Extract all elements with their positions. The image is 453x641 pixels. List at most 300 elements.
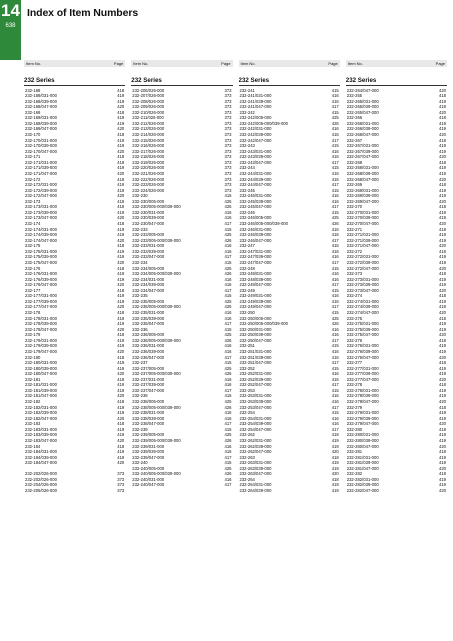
page-ref: 419 (439, 98, 446, 104)
item-number: 232-175/039-000 (25, 254, 57, 260)
series-heading: 232 Series (24, 77, 125, 86)
item-number: 232-282/031-000 (346, 476, 379, 482)
item-number: 232-282 (346, 471, 363, 477)
page-ref: 420 (117, 460, 125, 466)
item-number: 232-235/005-000/039-000 (132, 304, 181, 310)
page-header: Page (113, 61, 124, 66)
item-number: 232-236/005-000 (132, 332, 165, 338)
page-ref: 418 (117, 265, 125, 271)
page-ref: 417 (331, 137, 339, 143)
page-ref: 419 (439, 254, 446, 260)
page-ref: 426 (331, 120, 339, 126)
page-ref: 373 (224, 170, 232, 176)
row-list (346, 88, 447, 494)
item-no-header: Item No. (133, 61, 149, 66)
page-ref: 425 (224, 198, 232, 204)
page-ref: 373 (224, 132, 232, 137)
page-ref: 415 (331, 209, 339, 215)
item-number: 232-236/005-000/039-000 (132, 337, 181, 343)
page-ref: 419 (439, 304, 446, 310)
item-number: 232-245 (239, 187, 255, 193)
page-title: Index of Item Numbers (27, 7, 139, 19)
page-ref: 373 (224, 148, 232, 154)
item-number: 232-221/026-000 (132, 170, 165, 176)
item-number: 232-179/047-000 (25, 348, 57, 354)
page-ref: 420 (331, 449, 339, 455)
item-number: 232-210/026-000 (132, 109, 165, 115)
item-number: 232-265/039-000 (346, 104, 379, 110)
item-number: 232-230/047-000 (132, 221, 165, 226)
item-number: 232-251/031-000 (239, 348, 272, 354)
page-ref: 425 (224, 298, 232, 304)
page-ref: 373 (224, 143, 232, 149)
item-number: 232-250 (239, 310, 255, 315)
item-number: 232-234/005-000 (132, 265, 165, 271)
item-number: 232-244/031-000 (239, 170, 272, 176)
page-ref: 415 (331, 87, 339, 93)
item-number: 232-277/047-000 (346, 376, 379, 382)
page-ref: 426 (331, 321, 339, 327)
item-number: 232-170/047-000 (25, 148, 57, 154)
item-number: 232-254/031-000 (239, 415, 272, 421)
item-number: 232-240/047-000 (132, 482, 165, 488)
page-ref: 419 (439, 343, 446, 349)
page-ref: 416 (331, 176, 339, 182)
page-ref: 416 (331, 93, 339, 99)
page-ref: 419 (439, 432, 446, 438)
item-number: 232-243 (239, 143, 255, 149)
item-number: 232-233/005-000 (132, 232, 165, 238)
page-ref: 420 (439, 198, 446, 204)
page-ref: 373 (117, 482, 125, 488)
page-ref: 420 (439, 354, 446, 360)
page-ref: 426 (224, 471, 232, 477)
page-ref: 426 (224, 271, 232, 277)
item-number: 232-204/026-000 (25, 482, 57, 488)
page-ref: 417 (331, 259, 339, 265)
page-ref: 416 (331, 248, 339, 254)
page-ref: 419 (117, 454, 125, 460)
item-number: 232-222/026-000 (132, 176, 165, 182)
page-ref: 420 (117, 304, 125, 310)
page-ref: 419 (439, 187, 446, 193)
page-ref: 420 (439, 399, 446, 404)
item-number: 232-275/039-000 (346, 326, 379, 332)
item-number: 232-215/026-000 (132, 137, 165, 143)
item-number: 232-235/039-000 (132, 315, 165, 321)
page-ref: 419 (439, 348, 446, 354)
item-number: 232-238/005-000/039-000 (132, 404, 181, 410)
page-ref: 415 (331, 343, 339, 349)
item-number: 232-272 (346, 248, 363, 254)
item-number: 232-237/039-000 (132, 382, 165, 388)
page-ref: 418 (117, 354, 125, 360)
page-ref: 417 (224, 221, 232, 226)
item-number: 232-248/031-000 (239, 271, 272, 277)
item-number: 232-250/047-000 (239, 337, 272, 343)
page-ref: 416 (331, 293, 339, 299)
item-number: 232-174/047-000 (25, 237, 57, 243)
page-ref: 419 (117, 137, 125, 143)
page-ref: 415 (224, 293, 232, 299)
page-ref: 420 (439, 221, 446, 226)
page-header: Page (221, 61, 231, 66)
item-number: 232-267/031-000 (346, 143, 379, 149)
page-ref: 420 (117, 237, 125, 243)
item-number: 232-250/039-000 (239, 332, 272, 338)
page-ref: 416 (331, 226, 339, 232)
page-ref: 420 (439, 287, 446, 293)
page-ref: 416 (224, 343, 232, 349)
page-ref: 426 (224, 204, 232, 210)
page-ref: 418 (439, 182, 446, 188)
item-number: 232-234/005-000/039-000 (132, 271, 181, 277)
page-ref: 419 (117, 248, 125, 254)
index-row (239, 488, 340, 494)
item-number: 232-246/039-000 (239, 232, 272, 238)
page-header: Page (328, 61, 338, 66)
item-number: 232-171/039-000 (25, 165, 57, 171)
page-ref: 416 (224, 243, 232, 249)
item-number: 232-281/039-000 (346, 460, 379, 466)
page-ref: 416 (331, 271, 339, 277)
item-number: 232-235/005-000 (132, 298, 165, 304)
item-number: 232-240/031-000 (132, 476, 165, 482)
page-ref: 420 (439, 376, 446, 382)
page-ref: 417 (224, 287, 232, 293)
item-number: 232-183/031-000 (25, 426, 57, 432)
page-ref: 419 (117, 271, 125, 277)
item-number: 232-239 (132, 426, 148, 432)
item-number: 232-271/031-000 (346, 232, 379, 238)
item-number: 232-184 (25, 443, 41, 449)
item-number: 232-233/031-000 (132, 243, 165, 249)
item-number: 232-276 (346, 337, 363, 343)
page-ref: 419 (439, 165, 446, 171)
item-number: 232-207/026-000 (132, 93, 165, 99)
index-columns (24, 60, 447, 638)
page-ref: 416 (331, 132, 339, 137)
item-number: 232-237/047-000 (132, 387, 165, 393)
page-ref: 425 (224, 432, 232, 438)
page-ref: 416 (331, 98, 339, 104)
item-number: 232-238 (132, 393, 148, 399)
page-ref: 416 (224, 310, 232, 315)
page-ref: 417 (224, 454, 232, 460)
item-number: 232-281/047-000 (346, 465, 379, 471)
page-ref: 373 (117, 487, 125, 493)
item-number: 232-205/026-000 (25, 487, 57, 493)
page-ref: 418 (439, 137, 446, 143)
item-number: 232-171 (25, 154, 41, 160)
item-number: 232-272/039-000 (346, 259, 379, 265)
page-ref: 416 (331, 399, 339, 404)
page-ref: 417 (331, 282, 339, 288)
page-ref: 416 (331, 393, 339, 399)
item-number: 232-184/039-000 (25, 454, 57, 460)
page-ref: 373 (224, 126, 232, 132)
item-number: 232-179/031-000 (25, 337, 57, 343)
item-number: 232-239/039-000 (132, 449, 165, 455)
item-number: 232-265 (346, 93, 363, 99)
item-number: 232-279 (346, 404, 363, 410)
page-ref: 419 (331, 437, 339, 443)
item-number: 232-249/039-000 (239, 298, 272, 304)
page-ref: 415 (224, 226, 232, 232)
item-number: 232-171/047-000 (25, 170, 57, 176)
page-ref: 419 (117, 276, 125, 282)
item-number: 232-171/031-000 (25, 159, 57, 165)
page-ref: 419 (331, 482, 339, 488)
page-ref: 417 (331, 237, 339, 243)
page-ref: 418 (439, 115, 446, 121)
item-number: 232-253 (239, 387, 255, 393)
page-ref: 418 (117, 287, 125, 293)
page-ref: 418 (439, 293, 446, 299)
item-number: 232-269 (346, 182, 363, 188)
page-ref: 419 (439, 120, 446, 126)
item-number: 232-241/047-000 (239, 104, 272, 110)
page-ref: 419 (439, 126, 446, 132)
page-ref: 417 (331, 159, 339, 165)
item-number: 232-237 (132, 360, 148, 366)
page-ref: 419 (117, 226, 125, 232)
page-ref: 416 (331, 154, 339, 160)
page-ref: 373 (224, 115, 232, 121)
item-number: 232-273 (346, 271, 363, 277)
page-ref: 417 (331, 104, 339, 110)
page-ref: 426 (331, 221, 339, 226)
page-ref: 416 (224, 248, 232, 254)
item-number: 232-247/039-000 (239, 254, 272, 260)
item-number: 232-269/039-000 (346, 193, 379, 199)
page-ref: 373 (224, 154, 232, 160)
page-ref: 420 (439, 443, 446, 449)
page-ref: 419 (439, 460, 446, 466)
item-number: 232-224/026-000 (132, 187, 165, 193)
item-number: 232-279/047-000 (346, 421, 379, 427)
page-ref: 419 (117, 254, 125, 260)
item-no-header: Item No. (240, 61, 256, 66)
item-number: 232-242/039-000 (239, 132, 272, 137)
item-number: 232-267/039-000 (346, 148, 379, 154)
page-ref: 419 (439, 143, 446, 149)
item-number: 232-262/047-000 (239, 449, 272, 455)
page-ref: 419 (439, 148, 446, 154)
item-number: 232-271/047-000 (346, 243, 379, 249)
page-ref: 419 (117, 382, 125, 388)
item-number: 232-212/026-000 (132, 120, 165, 126)
item-number: 232-235/047-000 (132, 321, 165, 327)
page-ref: 419 (117, 232, 125, 238)
page-ref: 416 (331, 371, 339, 377)
page-ref: 419 (439, 237, 446, 243)
page-ref: 418 (117, 154, 125, 160)
item-number: 232-273/031-000 (346, 276, 379, 282)
item-number: 232-246/005-000 (239, 215, 272, 221)
item-number: 232-178/031-000 (25, 315, 57, 321)
page-ref: 420 (117, 415, 125, 421)
item-number: 232-234 (132, 259, 148, 265)
index-row (24, 460, 125, 466)
item-number: 232-170/031-000 (25, 137, 57, 143)
page-ref: 420 (117, 348, 125, 354)
page-ref: 419 (439, 276, 446, 282)
page-ref: 419 (117, 165, 125, 171)
item-number: 232-264/031-000 (239, 482, 272, 488)
row-list (131, 88, 232, 489)
item-number: 232-270/031-000 (346, 209, 379, 215)
page-ref: 419 (439, 393, 446, 399)
item-number: 232-238/031-000 (132, 410, 165, 416)
item-number: 232-173/039-000 (25, 209, 57, 215)
page-ref: 418 (117, 399, 125, 404)
page-ref: 419 (117, 404, 125, 410)
row-list (24, 88, 125, 494)
page-ref: 419 (439, 282, 446, 288)
item-number: 232-237/005-000/039-000 (132, 371, 181, 377)
page-ref: 417 (224, 387, 232, 393)
item-number: 232-236/039-000 (132, 348, 165, 354)
page-ref: 416 (224, 215, 232, 221)
series-heading: 232 Series (346, 77, 447, 86)
page-ref: 418 (117, 243, 125, 249)
page-ref: 415 (331, 310, 339, 315)
item-number: 232-238/005-000 (132, 399, 165, 404)
page-ref: 417 (224, 482, 232, 488)
item-number: 232-278/031-000 (346, 387, 379, 393)
page-ref: 415 (224, 259, 232, 265)
page-ref: 418 (117, 132, 125, 137)
item-number: 232-278/039-000 (346, 393, 379, 399)
item-number: 232-173/031-000 (25, 204, 57, 210)
item-number: 232-180 (25, 354, 41, 360)
page-ref: 420 (439, 109, 446, 115)
item-number: 232-254/047-000 (239, 426, 272, 432)
page-ref: 373 (117, 476, 125, 482)
page-ref: 418 (439, 404, 446, 410)
page-ref: 426 (224, 337, 232, 343)
page-ref: 419 (117, 321, 125, 327)
item-number: 232-244 (239, 165, 255, 171)
page-ref: 419 (331, 443, 339, 449)
page-ref: 420 (117, 126, 125, 132)
page-ref: 415 (224, 393, 232, 399)
item-number: 232-270 (346, 204, 363, 210)
item-number: 232-242/031-000 (239, 126, 272, 132)
item-number: 232-202/026-000 (25, 476, 57, 482)
item-number: 232-175/031-000 (25, 248, 57, 254)
item-number: 232-274/047-000 (346, 310, 379, 315)
item-number: 232-168 (25, 87, 41, 93)
page-ref: 416 (224, 443, 232, 449)
page-ref: 415 (224, 426, 232, 432)
item-number: 232-248 (239, 265, 255, 271)
item-number: 232-281/031-000 (346, 454, 379, 460)
item-number: 232-240/005-000 (132, 465, 165, 471)
item-number: 232-274/031-000 (346, 298, 379, 304)
page-ref: 416 (224, 476, 232, 482)
item-number: 232-238/047-000 (132, 421, 165, 427)
item-number: 232-269/047-000 (346, 198, 379, 204)
page-ref: 418 (439, 226, 446, 232)
page-ref: 420 (439, 265, 446, 271)
page-ref: 425 (331, 115, 339, 121)
page-ref: 417 (331, 382, 339, 388)
item-number: 232-169/039-000 (25, 120, 57, 126)
page-ref: 415 (224, 360, 232, 366)
page-ref: 420 (439, 87, 446, 93)
page-ref: 416 (224, 209, 232, 215)
page-ref: 417 (224, 254, 232, 260)
item-number: 232-220/026-000 (132, 165, 165, 171)
page-ref: 419 (117, 365, 125, 371)
index-row (24, 488, 125, 494)
column-header (346, 60, 447, 67)
item-number: 232-277/031-000 (346, 365, 379, 371)
page-ref: 419 (439, 410, 446, 416)
item-number: 232-271/039-000 (346, 237, 379, 243)
item-number: 232-242/005-000 (239, 115, 272, 121)
page-ref: 416 (331, 276, 339, 282)
item-number: 232-249 (239, 287, 255, 293)
item-number: 232-230/005-000 (132, 198, 165, 204)
item-number: 232-263 (239, 454, 255, 460)
page-ref: 419 (439, 326, 446, 332)
page-ref: 419 (439, 193, 446, 199)
page-ref: 416 (224, 276, 232, 282)
page-ref: 418 (439, 337, 446, 343)
page-ref: 419 (117, 449, 125, 455)
page-ref: 417 (331, 404, 339, 410)
page-ref: 373 (224, 109, 232, 115)
page-ref: 418 (439, 271, 446, 277)
page-ref: 418 (117, 221, 125, 226)
page-ref: 419 (117, 426, 125, 432)
page-ref: 418 (439, 360, 446, 366)
item-number: 232-233/005-000/039-000 (132, 237, 181, 243)
item-number: 232-239/047-000 (132, 454, 165, 460)
item-number: 232-184/047-000 (25, 460, 57, 466)
index-column (131, 60, 232, 638)
page-ref: 417 (331, 426, 339, 432)
item-number: 232-239/031-000 (132, 443, 165, 449)
page-ref: 426 (224, 304, 232, 310)
item-number: 232-245/031-000 (239, 193, 272, 199)
item-number: 232-275 (346, 315, 363, 321)
item-number: 232-233/039-000 (132, 248, 165, 254)
item-number: 232-262/031-000 (239, 437, 272, 443)
page-ref: 425 (224, 399, 232, 404)
item-number: 232-270/047-000 (346, 221, 379, 226)
page-ref: 418 (331, 432, 339, 438)
item-number: 232-172/039-000 (25, 187, 57, 193)
page-ref: 419 (117, 209, 125, 215)
item-number: 232-278/047-000 (346, 399, 379, 404)
page-ref: 415 (331, 365, 339, 371)
page-ref: 420 (117, 393, 125, 399)
item-number: 232-213/026-000 (132, 126, 165, 132)
page-ref: 419 (117, 293, 125, 299)
page-ref: 419 (117, 120, 125, 126)
item-number: 232-202/026-000 (25, 471, 57, 477)
page-ref: 373 (224, 182, 232, 188)
item-number: 232-268 (346, 159, 363, 165)
item-number: 232-181/039-000 (25, 387, 57, 393)
page-ref: 419 (439, 387, 446, 393)
item-number: 232-274 (346, 293, 363, 299)
page-ref: 420 (117, 193, 125, 199)
